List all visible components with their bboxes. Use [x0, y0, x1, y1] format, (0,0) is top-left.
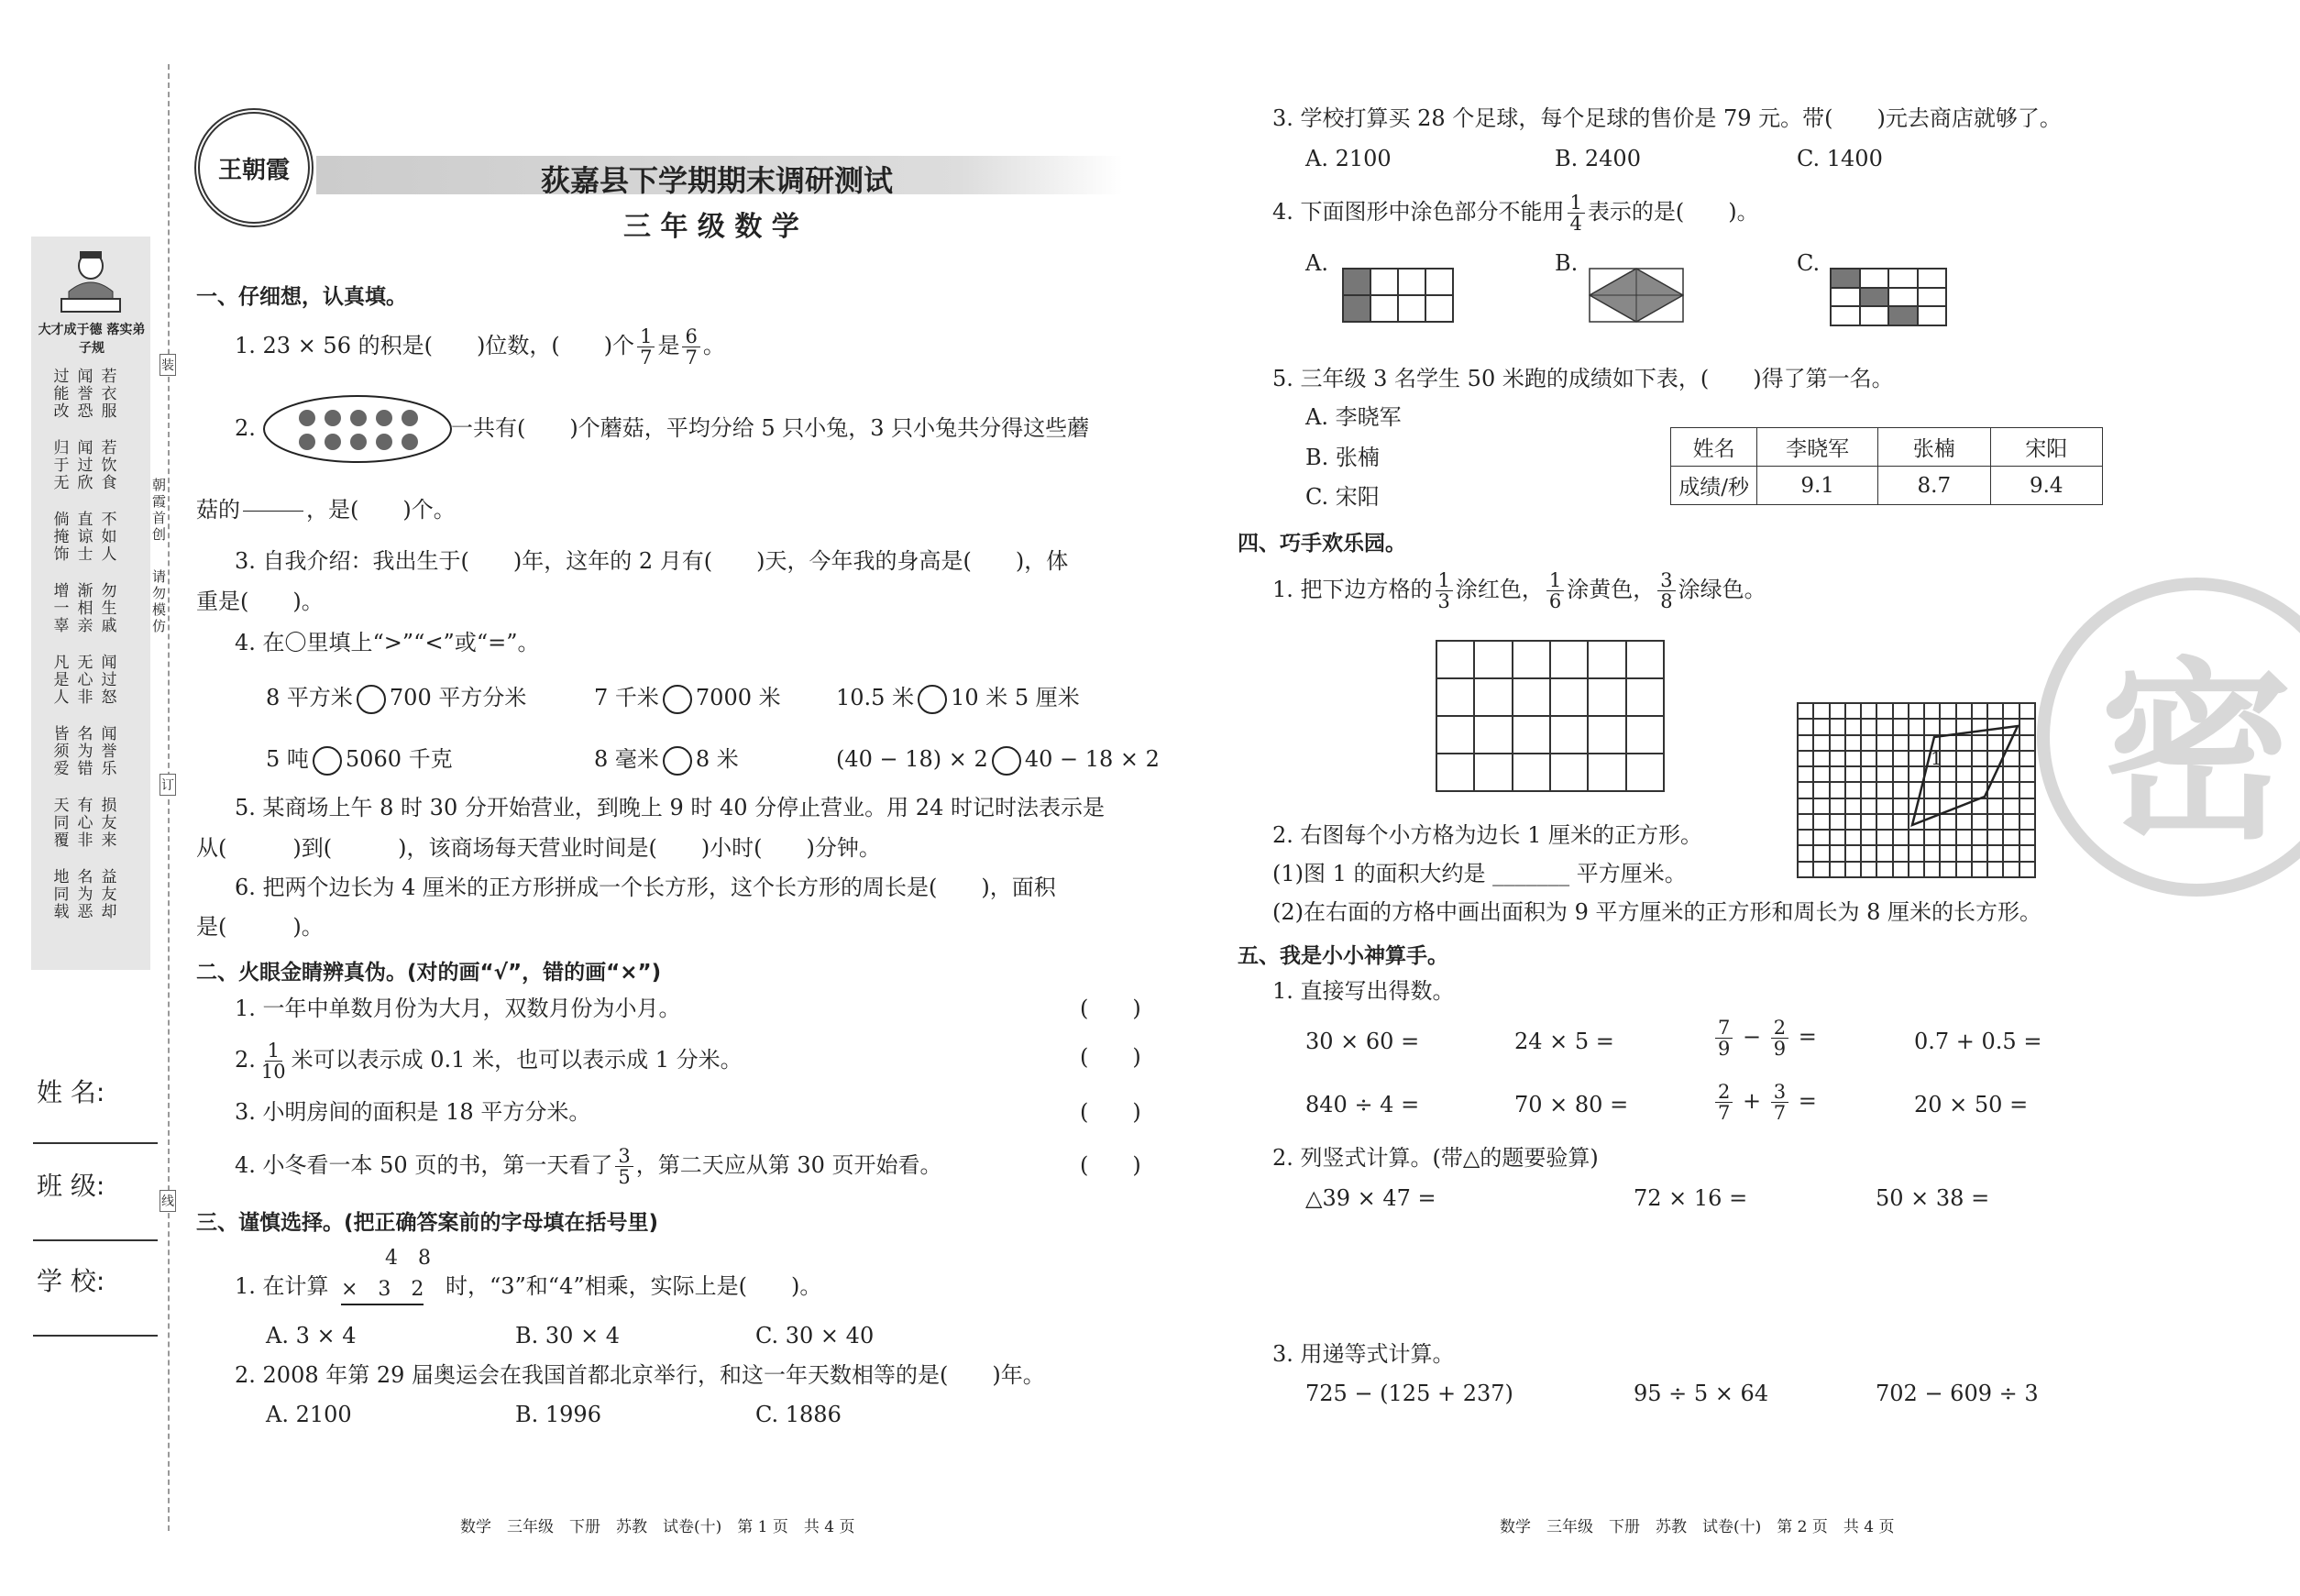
- seal-mark-1: 装: [160, 354, 176, 376]
- q1-2-number: 2.: [235, 415, 256, 441]
- vertical-mult-top: 4 8: [385, 1247, 431, 1270]
- q3-4-opt-b[interactable]: B.: [1555, 250, 1579, 276]
- calc-5: 840 ÷ 4 =: [1305, 1092, 1420, 1117]
- q1-3-cont: 重是( )。: [196, 589, 324, 614]
- q3-4-opt-c[interactable]: C.: [1797, 250, 1821, 276]
- proverb-column: 有心非: [77, 797, 94, 850]
- shape-c-grid: [1830, 268, 1947, 326]
- q3-3-opt-c[interactable]: C. 1400: [1797, 146, 1883, 171]
- fraction: $\frac{1}{6}$: [1546, 570, 1564, 611]
- proverb-column: 增一辜: [53, 582, 70, 635]
- answer-paren-3[interactable]: ( ): [1080, 1099, 1141, 1125]
- table-header-row: 姓名 李晓军 张楠 宋阳: [1671, 428, 2103, 467]
- section-5-title: 五、我是小小神算手。: [1238, 944, 1448, 968]
- calc-7: $\frac{2}{7}$ + $\frac{3}{7}$ =: [1712, 1082, 1817, 1123]
- fraction: $\frac{1}{7}$: [637, 326, 655, 368]
- q3-5: 5. 三年级 3 名学生 50 米跑的成绩如下表，( )得了第一名。: [1272, 366, 1894, 391]
- proverb-column: 不如人: [101, 511, 117, 564]
- calc-1: 30 × 60 =: [1305, 1029, 1420, 1054]
- fraction: $\frac{3}{8}$: [1657, 570, 1675, 611]
- q2-1: 1. 一年中单数月份为大月，双数月份为小月。: [235, 996, 681, 1021]
- proverb-column: 闻誉乐: [101, 725, 117, 778]
- q1-4: 4. 在〇里填上“>”“<”或“=”。: [235, 630, 540, 655]
- page-footer-2: 数学 三年级 下册 苏教 试卷(十) 第 2 页 共 4 页: [1500, 1518, 1895, 1536]
- q4-2-2: (2)在右面的方格中画出面积为 9 平方厘米的正方形和周长为 8 厘米的长方形。: [1272, 899, 2042, 925]
- q3-2-opt-b[interactable]: B. 1996: [515, 1402, 601, 1427]
- compare-circle[interactable]: [357, 685, 386, 714]
- compare-circle[interactable]: [663, 746, 692, 776]
- seal-mark-3: 线: [160, 1190, 176, 1212]
- q1-6-cont: 是( )。: [196, 914, 324, 940]
- proverb-column: 损友来: [101, 797, 117, 850]
- q3-4-opt-a[interactable]: A.: [1305, 250, 1328, 276]
- logo-text: 王朝霞: [217, 156, 290, 184]
- grid-cell[interactable]: [1513, 754, 1550, 791]
- answer-paren-2[interactable]: ( ): [1080, 1044, 1141, 1070]
- proverb-column: 地同载: [53, 868, 70, 921]
- proverb-column: 凡是人: [53, 654, 70, 707]
- grid-cell[interactable]: [1588, 641, 1625, 678]
- fraction: $\frac{6}{7}$: [682, 326, 699, 368]
- secret-stamp: [2037, 578, 2300, 897]
- q5-2: 2. 列竖式计算。(带△的题要验算): [1272, 1145, 1599, 1171]
- sidebar-motto: 大才成于德 落实弟子规: [38, 323, 146, 356]
- q4-2-1: (1)图 1 的面积大约是 _______ 平方厘米。: [1272, 861, 1687, 886]
- vertical-calc-2: 72 × 16 =: [1634, 1185, 1748, 1211]
- grid-cell[interactable]: [1626, 678, 1664, 716]
- compare-1: 8 平方米 700 平方分米: [266, 684, 526, 714]
- q5-3: 3. 用递等式计算。: [1272, 1341, 1455, 1367]
- q5-1: 1. 直接写出得数。: [1272, 978, 1455, 1004]
- proverb-column: 勿生戚: [101, 582, 117, 635]
- proverb-column: 归于无: [53, 439, 70, 492]
- grid-cell[interactable]: [1436, 754, 1474, 791]
- q3-5-opt-b[interactable]: B. 张楠: [1305, 445, 1380, 470]
- vertical-calc-3: 50 × 38 =: [1876, 1185, 1990, 1211]
- compare-3: 10.5 米 10 米 5 厘米: [836, 684, 1080, 714]
- q3-2-opt-c[interactable]: C. 1886: [755, 1402, 842, 1427]
- grid-cell[interactable]: [1626, 641, 1664, 678]
- compare-5: 8 毫米 8 米: [594, 745, 739, 776]
- stamp-text: 密: [2099, 641, 2293, 865]
- exam-title: 荻嘉县下学期期末调研测试: [541, 163, 894, 198]
- compare-circle[interactable]: [663, 685, 692, 714]
- proverb-column: 渐相亲: [77, 582, 94, 635]
- proverb-column: 皆须爱: [53, 725, 70, 778]
- name-label: 姓 名:: [37, 1077, 105, 1107]
- scholar-illustration: [56, 246, 126, 319]
- calc-8: 20 × 50 =: [1914, 1092, 2029, 1117]
- grid-cell[interactable]: [1474, 716, 1512, 754]
- grid-cell[interactable]: [1550, 641, 1588, 678]
- q1-2: 一共有( )个蘑菇，平均分给 5 只小兔，3 只小兔共分得这些蘑: [451, 415, 1090, 441]
- compare-6: (40 − 18) × 2 40 − 18 × 2: [836, 745, 1160, 776]
- grid-cell[interactable]: [1513, 641, 1550, 678]
- grid-cell[interactable]: [1626, 754, 1664, 791]
- proverb-column: 若衣服: [101, 368, 117, 421]
- calc-3: $\frac{7}{9}$ − $\frac{2}{9}$ =: [1712, 1018, 1817, 1059]
- exam-subtitle: 三 年 级 数 学: [623, 211, 799, 243]
- q2-2: 2. $\frac{1}{10}$ 米可以表示成 0.1 米，也可以表示成 1 分米。: [235, 1040, 743, 1083]
- grid-cell[interactable]: [1436, 641, 1474, 678]
- seal-mark-2: 订: [160, 774, 176, 796]
- q1-5-cont: 从( )到( )，该商场每天营业时间是( )小时( )分钟。: [196, 835, 881, 861]
- q3-1-opt-c[interactable]: C. 30 × 40: [755, 1323, 875, 1348]
- q3-1-label: 1. 在计算: [235, 1273, 329, 1299]
- fraction: $\frac{3}{5}$: [615, 1146, 633, 1187]
- grid-cell[interactable]: [1588, 716, 1625, 754]
- fraction: $\frac{1}{4}$: [1568, 193, 1585, 234]
- q4-2: 2. 右图每个小方格为边长 1 厘米的正方形。: [1272, 822, 1703, 848]
- proverb-column: 闻过欣: [77, 439, 94, 492]
- proverb-column: 直谅士: [77, 511, 94, 564]
- answer-paren-1[interactable]: ( ): [1080, 996, 1141, 1021]
- grid-cell[interactable]: [1626, 716, 1664, 754]
- sidebar-note-2: 请勿模仿: [152, 568, 167, 634]
- q3-5-opt-c[interactable]: C. 宋阳: [1305, 484, 1380, 510]
- grid-cell[interactable]: [1550, 754, 1588, 791]
- grid-cell[interactable]: [1550, 716, 1588, 754]
- page-footer-1: 数学 三年级 下册 苏教 试卷(十) 第 1 页 共 4 页: [460, 1518, 855, 1536]
- mushroom-oval-image: [261, 392, 454, 466]
- grid-cell[interactable]: [1436, 678, 1474, 716]
- q4-1: 1. 把下边方格的 $\frac{1}{3}$ 涂红色， $\frac{1}{6}$ 涂黄色， $\frac{3}{8}$ 涂绿色。: [1272, 569, 1766, 612]
- coloring-grid[interactable]: [1436, 640, 1665, 792]
- compare-2: 7 千米 7000 米: [594, 684, 781, 714]
- section-1-title: 一、仔细想，认真填。: [196, 285, 407, 309]
- q1-6: 6. 把两个边长为 4 厘米的正方形拼成一个长方形，这个长方形的周长是( )，面积: [235, 875, 1056, 900]
- q1-1-text: 1. 23 × 56 的积是( )位数，( )个: [235, 333, 635, 358]
- q3-1-opt-b[interactable]: B. 30 × 4: [515, 1323, 621, 1348]
- q2-3: 3. 小明房间的面积是 18 平方分米。: [235, 1099, 591, 1125]
- compare-4: 5 吨 5060 千克: [266, 745, 453, 776]
- shape-a-grid: [1342, 268, 1454, 323]
- proverb-column: 闻誉恐: [77, 368, 94, 421]
- step-calc-1: 725 − (125 + 237): [1305, 1381, 1513, 1406]
- grid-cell[interactable]: [1550, 678, 1588, 716]
- grid-cell[interactable]: [1474, 754, 1512, 791]
- q3-1-opt-a[interactable]: A. 3 × 4: [266, 1323, 357, 1348]
- vertical-calc-1: △39 × 47 =: [1305, 1185, 1436, 1211]
- calc-4: 0.7 + 0.5 =: [1914, 1029, 2042, 1054]
- q3-3: 3. 学校打算买 28 个足球，每个足球的售价是 79 元。带( )元去商店就够了。: [1272, 105, 2062, 131]
- q3-4: 4. 下面图形中涂色部分不能用 $\frac{1}{4}$ 表示的是( )。: [1272, 192, 1759, 235]
- blank-fraction[interactable]: [243, 490, 303, 532]
- step-calc-3: 702 − 609 ÷ 3: [1876, 1381, 2039, 1406]
- proverb-column: 名为恶: [77, 868, 94, 921]
- score-table: [1670, 427, 2103, 505]
- q3-2-opt-a[interactable]: A. 2100: [266, 1402, 352, 1427]
- grid-cell[interactable]: [1474, 678, 1512, 716]
- q3-3-opt-b[interactable]: B. 2400: [1555, 146, 1641, 171]
- section-4-title: 四、巧手欢乐园。: [1238, 532, 1406, 556]
- proverb-column: 天同覆: [53, 797, 70, 850]
- vertical-mult-bottom: × 3 2: [341, 1276, 424, 1305]
- proverb-column: 无心非: [77, 654, 94, 707]
- proverb-column: 若饮食: [101, 439, 117, 492]
- q1-3: 3. 自我介绍：我出生于( )年，这年的 2 月有( )天，今年我的身高是( )，体: [235, 548, 1069, 574]
- grid-cell[interactable]: [1513, 716, 1550, 754]
- q1-1: 1. 23 × 56 的积是( )位数，( )个 $\frac{1}{7}$ 是 $\frac{6}{7}$ 。: [235, 325, 725, 369]
- section-2-title: 二、火眼金睛辨真伪。(对的画“√”，错的画“×”): [196, 961, 662, 985]
- shape-b-rhombus: [1589, 268, 1684, 323]
- q1-2-cont: 菇的 ，是( )个。: [196, 490, 456, 532]
- grid-cell[interactable]: [1513, 678, 1550, 716]
- fold-line: [168, 64, 170, 1531]
- q3-5-opt-a[interactable]: A. 李晓军: [1305, 404, 1402, 430]
- table-row: 成绩/秒 9.1 8.7 9.4: [1671, 467, 2103, 505]
- school-label: 学 校:: [37, 1266, 105, 1296]
- compare-circle[interactable]: [313, 746, 342, 776]
- grid-cell[interactable]: [1588, 678, 1625, 716]
- compare-circle[interactable]: [992, 746, 1021, 776]
- figure-1-quadrilateral: [1797, 702, 2034, 876]
- q2-4: 4. 小冬看一本 50 页的书，第一天看了 $\frac{3}{5}$ ，第二天应从第 30 页开始看。: [235, 1145, 942, 1188]
- logo-badge: [194, 108, 314, 227]
- q3-1: 时，“3”和“4”相乘，实际上是( )。: [446, 1273, 822, 1299]
- class-label: 班 级:: [37, 1171, 105, 1201]
- proverb-column: 益友却: [101, 868, 117, 921]
- figure-1-label: 1: [1931, 747, 1942, 769]
- fraction: $\frac{1}{3}$: [1436, 570, 1453, 611]
- step-calc-2: 95 ÷ 5 × 64: [1634, 1381, 1769, 1406]
- proverb-column: 闻过怒: [101, 654, 117, 707]
- compare-circle[interactable]: [918, 685, 947, 714]
- class-field[interactable]: [33, 1239, 158, 1241]
- grid-cell[interactable]: [1474, 641, 1512, 678]
- sidebar-note-1: 朝霞首创: [152, 477, 167, 543]
- q1-5: 5. 某商场上午 8 时 30 分开始营业，到晚上 9 时 40 分停止营业。用 24 时记时法表示是: [235, 795, 1105, 820]
- calc-6: 70 × 80 =: [1514, 1092, 1629, 1117]
- grid-cell[interactable]: [1588, 754, 1625, 791]
- q3-3-opt-a[interactable]: A. 2100: [1305, 146, 1392, 171]
- name-field[interactable]: [33, 1142, 158, 1144]
- q3-2: 2. 2008 年第 29 届奥运会在我国首都北京举行，和这一年天数相等的是( )年。: [235, 1362, 1045, 1388]
- section-3-title: 三、谨慎选择。(把正确答案前的字母填在括号里): [196, 1211, 659, 1235]
- proverb-column: 名为错: [77, 725, 94, 778]
- grid-cell[interactable]: [1436, 716, 1474, 754]
- calc-2: 24 × 5 =: [1514, 1029, 1614, 1054]
- proverb-column: 过能改: [53, 368, 70, 421]
- proverb-column: 倘掩饰: [53, 511, 70, 564]
- answer-paren-4[interactable]: ( ): [1080, 1152, 1141, 1178]
- fraction: $\frac{1}{10}$: [260, 1040, 286, 1083]
- school-field[interactable]: [33, 1335, 158, 1337]
